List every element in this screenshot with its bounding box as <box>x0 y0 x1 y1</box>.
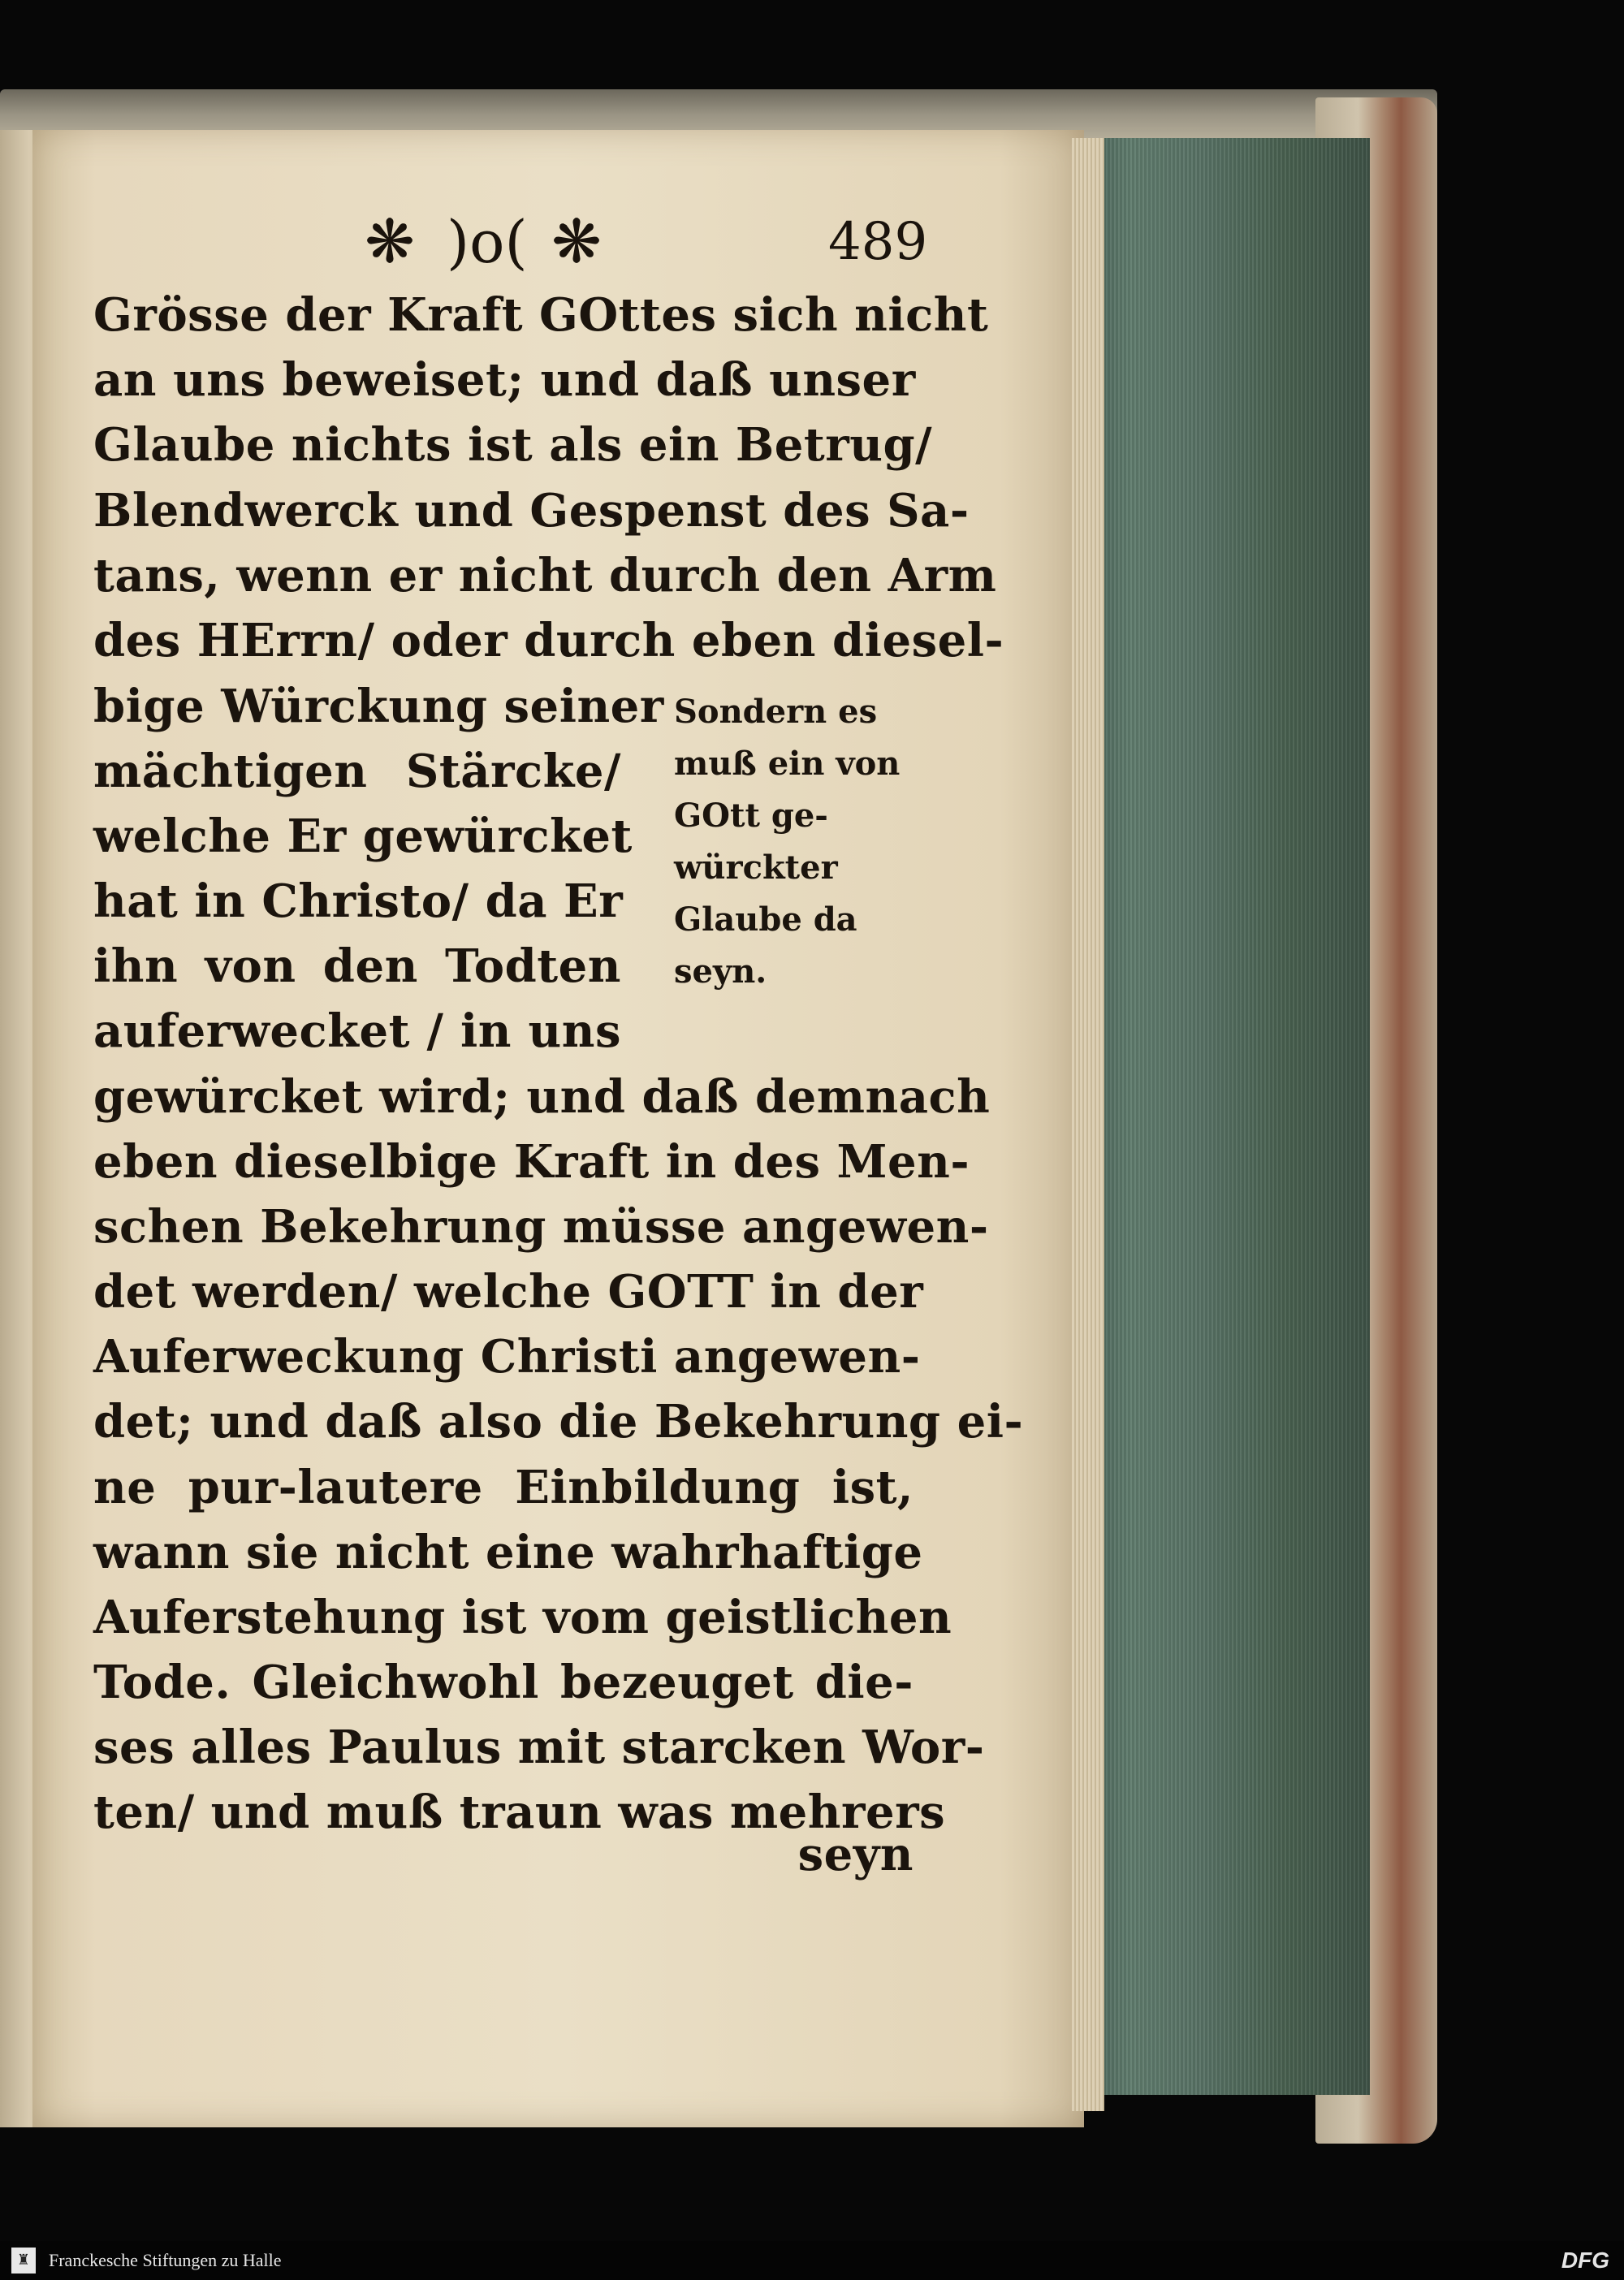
text-line: tans, wenn er nicht durch den Arm <box>93 549 997 602</box>
text-line: gewürcket wird; und daß demnach <box>93 1070 991 1124</box>
margin-note-line: Glaube da <box>674 900 857 939</box>
page-number: 489 <box>828 212 928 272</box>
text-line: det werden/ welche GOTT in der <box>93 1265 924 1319</box>
margin-note-line: muß ein von <box>674 745 901 783</box>
text-line: det; und daß also die Bekehrung ei- <box>93 1395 1024 1449</box>
margin-note-line: Sondern es <box>674 693 878 731</box>
text-line: eben dieselbige Kraft in des Men- <box>93 1135 970 1189</box>
text-line: Glaube nichts ist als ein Betrug/ <box>93 418 933 472</box>
institution-name: Franckesche Stiftungen zu Halle <box>49 2250 282 2270</box>
text-line: hat in Christo/ da Er <box>93 874 624 928</box>
text-line: ses alles Paulus mit starcken Wor- <box>93 1721 985 1774</box>
text-line: des HErrn/ oder durch eben diesel- <box>93 614 1004 667</box>
viewer-footer <box>0 2241 1624 2280</box>
institution-logo-icon: ♜ <box>11 2248 36 2274</box>
text-line: Auferweckung Christi angewen- <box>93 1330 921 1384</box>
page-header <box>357 209 926 283</box>
page-edges <box>1072 138 1104 2111</box>
text-line: wann sie nicht eine wahrhaftige <box>93 1526 923 1579</box>
text-line: mächtigen Stärcke/ <box>93 745 621 798</box>
text-line: ten/ und muß traun was mehrers <box>93 1786 946 1839</box>
text-line: Blendwerck und Gespenst des Sa- <box>93 484 970 538</box>
dfg-logo: DFG <box>1561 2248 1609 2273</box>
text-line: welche Er gewürcket <box>93 810 633 863</box>
ornament-right-icon: ❋ <box>551 207 602 277</box>
text-line: Grösse der Kraft GOttes sich nicht <box>93 288 989 342</box>
text-line: bige Würckung seiner <box>93 680 664 733</box>
text-line: Auferstehung ist vom geistlichen <box>93 1591 952 1644</box>
text-line: schen Bekehrung müsse angewen- <box>93 1200 989 1254</box>
text-line: ihn von den Todten <box>93 939 621 993</box>
margin-note-line: würckter <box>674 849 838 887</box>
ornament-left-icon: ❋ <box>364 207 415 277</box>
margin-note-line: seyn. <box>674 952 767 991</box>
catchword: seyn <box>797 1828 914 1881</box>
text-line: auferwecket / in uns <box>93 1004 621 1058</box>
text-line: ne pur-lautere Einbildung ist, <box>93 1461 914 1514</box>
book-fore-edge <box>1098 138 1370 2095</box>
text-line: an uns beweiset; und daß unser <box>93 353 916 407</box>
text-line: Tode. Gleichwohl bezeuget die- <box>93 1656 914 1709</box>
margin-note-line: GOtt ge- <box>674 797 828 835</box>
header-separator: )o( <box>447 208 528 276</box>
